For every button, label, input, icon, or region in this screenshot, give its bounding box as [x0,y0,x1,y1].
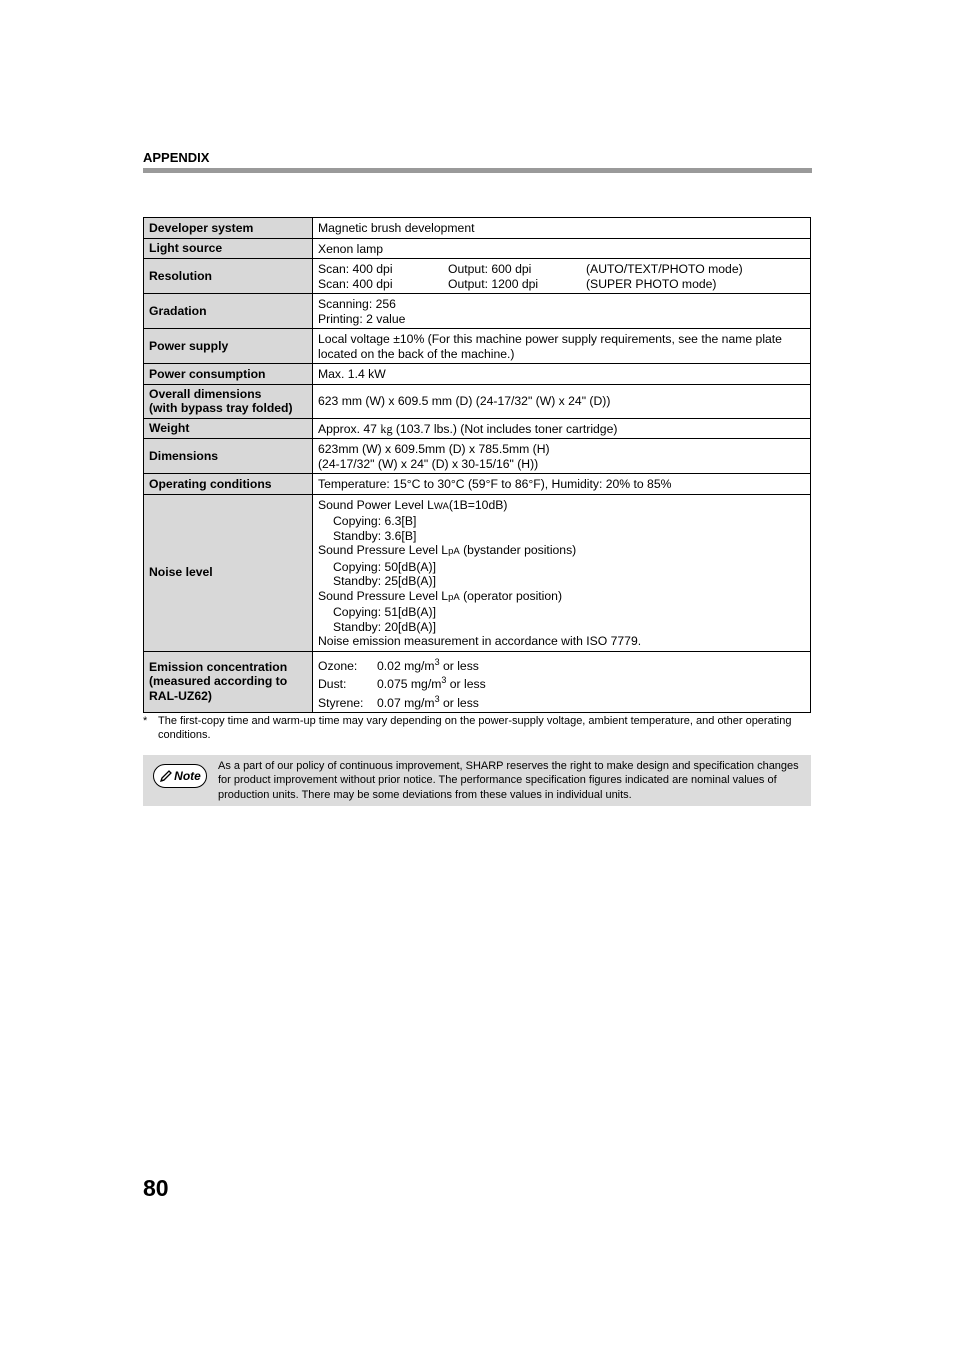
emission-value: 0.07 [377,695,405,710]
pencil-icon [159,769,173,783]
row-value [313,259,811,294]
resolution-mode: (SUPER PHOTO mode) [586,276,717,291]
row-label: Power consumption [144,364,313,385]
row-label [144,651,313,713]
noise-subscript: WA [433,500,449,512]
table-row [144,294,811,329]
emission-suffix: or less [439,658,479,673]
emission-unit-exp: 3 [434,693,440,704]
row-label: Resolution [144,259,313,294]
row-value: Temperature: 15°C to 30°C (59°F to 86°F), Humidity: 20% to 85% [313,474,811,495]
noise-operator-level [318,589,805,606]
noise-value: Copying: 6.3[B] [333,514,417,528]
weight-unit: kg [380,421,393,436]
emission-styrene [318,692,805,711]
note-badge [153,764,207,788]
table-row [144,329,811,364]
dimensions-imperial: (24-17/32" (W) x 24" (D) x 30-15/16" (H)) [318,456,539,471]
table-row [144,364,811,385]
footnote-text: The first-copy time and warm-up time may vary depending on the power-supply voltage, ambient temperature, and other operating conditions. [158,715,792,741]
header-rule [143,168,812,173]
note-text: As a part of our policy of continuous improvement, SHARP reserves the right to make design and specification changes for product improvement without prior notice. The performance specification figures indicated are nominal values of production units. There may be some deviations from these values in individual units. [218,760,799,801]
label-line: Overall dimensions [149,386,262,401]
noise-text: Sound Pressure Level L [318,588,449,603]
row-label: Developer system [144,218,313,239]
emission-suffix: or less [446,677,486,692]
noise-iso: Noise emission measurement in accordance with ISO 7779. [318,634,642,648]
table-row [144,474,811,495]
resolution-output: Output: 1200 dpi [448,276,539,291]
table-row [144,384,811,418]
footnote-mark: * [143,715,148,727]
label-line: Emission concentration [149,659,288,674]
resolution-mode: (AUTO/TEXT/PHOTO mode) [586,262,743,276]
emission-ozone [318,655,805,674]
label-line: (measured according to [149,674,288,689]
row-value: Local voltage ±10% (For this machine power supply requirements, see the name plate located on the back of the machine.) [313,329,811,364]
row-value [313,439,811,474]
resolution-scan: Scan: 400 dpi [318,262,393,276]
resolution-scan: Scan: 400 dpi [318,276,393,291]
row-value: Magnetic brush development [313,218,811,239]
noise-value: Standby: 20[dB(A)] [333,619,436,634]
noise-text: (bystander positions) [459,543,577,557]
noise-value: Copying: 51[dB(A)] [333,605,436,619]
emission-unit-exp: 3 [441,675,447,686]
emission-unit-exp: 3 [434,656,440,667]
emission-name: Ozone: [318,658,358,673]
gradation-scanning: Scanning: 256 [318,297,396,311]
resolution-output: Output: 600 dpi [448,262,532,276]
noise-value: Copying: 50[dB(A)] [333,559,436,574]
noise-subscript: pA [448,546,460,557]
emission-name: Dust: [318,677,347,692]
row-value: Max. 1.4 kW [313,364,811,385]
table-row [144,218,811,239]
noise-text: (operator position) [459,588,563,603]
table-row [144,651,811,713]
footnote [143,715,803,742]
row-label: Weight [144,418,313,439]
table-row [144,259,811,294]
emission-unit: mg/m [410,677,442,692]
emission-suffix: or less [439,695,479,710]
row-value [313,418,811,439]
noise-power-level [318,498,805,515]
row-label [144,384,313,418]
label-line: RAL-UZ62) [149,688,212,703]
row-label: Noise level [144,494,313,651]
noise-bystander-level [318,543,805,560]
label-line: (with bypass tray folded) [149,401,293,415]
gradation-printing: Printing: 2 value [318,311,406,326]
noise-text: Sound Pressure Level L [318,543,449,557]
weight-suffix: (103.7 lbs.) (Not includes toner cartridge) [392,421,618,436]
row-label: Light source [144,238,313,259]
table-row [144,238,811,259]
table-row [144,494,811,651]
noise-subscript: pA [448,591,460,603]
row-value: Xenon lamp [313,238,811,259]
noise-value: Standby: 3.6[B] [333,528,417,543]
row-value [313,494,811,651]
noise-value: Standby: 25[dB(A)] [333,574,436,588]
note-box [143,755,811,806]
table-row [144,418,811,439]
weight-prefix: Approx. 47 [318,421,381,436]
row-label: Operating conditions [144,474,313,495]
row-label: Dimensions [144,439,313,474]
specifications-table [143,217,811,713]
row-label: Power supply [144,329,313,364]
emission-dust [318,673,805,692]
noise-text: Sound Power Level L [318,497,434,512]
emission-unit: mg/m [404,658,435,673]
noise-text: (1B=10dB) [448,497,508,512]
note-badge-label: Note [174,769,201,783]
table-row [144,439,811,474]
row-value: 623 mm (W) x 609.5 mm (D) (24-17/32" (W) x 24" (D)) [313,384,811,418]
row-value [313,294,811,329]
emission-value: 0.02 [377,658,405,673]
row-value [313,651,811,713]
emission-value: 0.075 [377,677,411,692]
page-number: 80 [143,1175,169,1201]
emission-unit: mg/m [404,695,435,710]
dimensions-metric: 623mm (W) x 609.5mm (D) x 785.5mm (H) [318,442,550,456]
row-label: Gradation [144,294,313,329]
section-title: APPENDIX [143,150,210,165]
emission-name: Styrene: [318,695,364,710]
